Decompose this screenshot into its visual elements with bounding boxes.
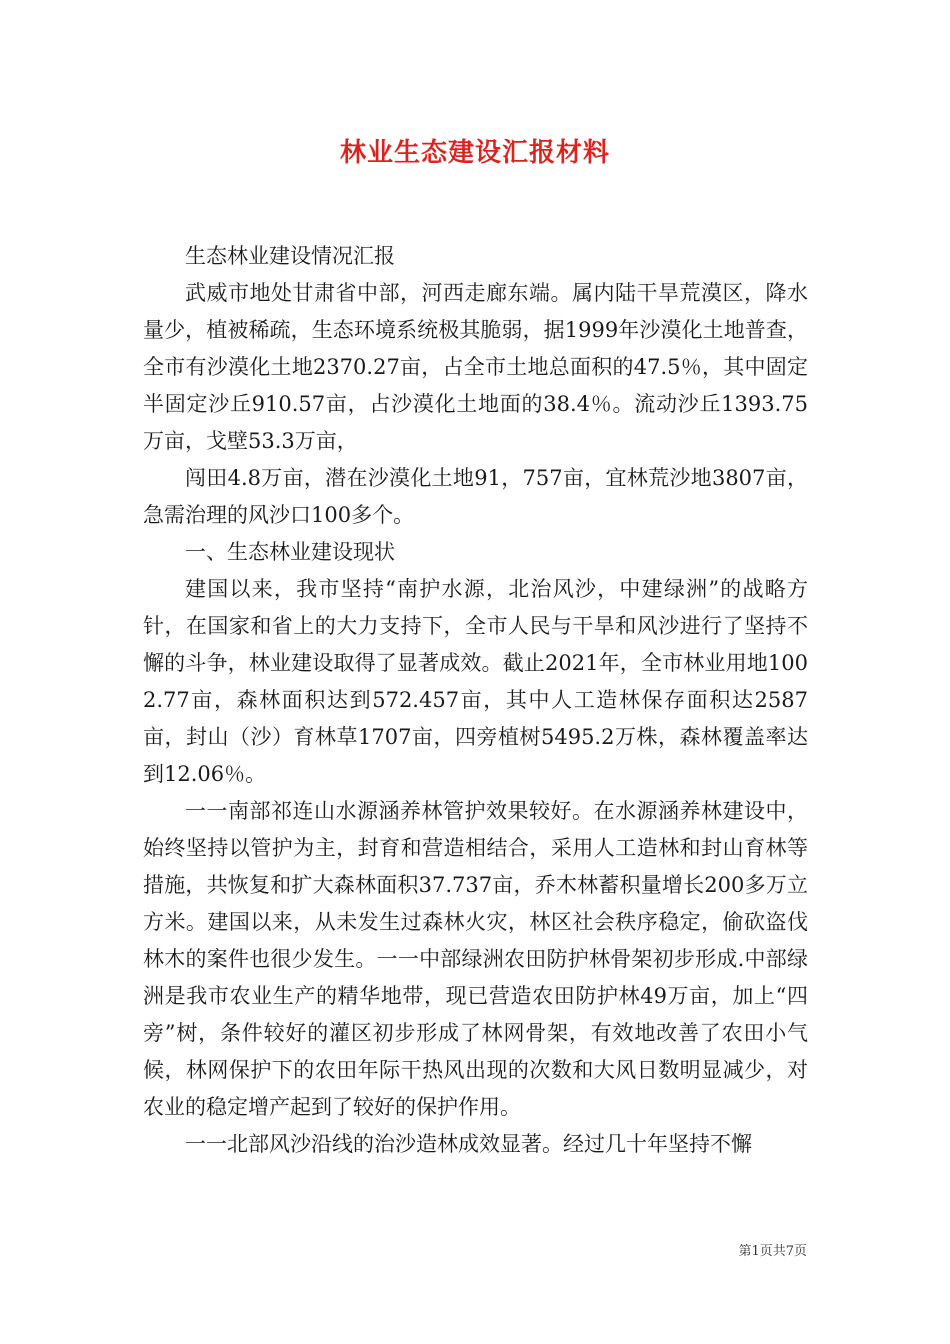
paragraph-land-stats: 闯田4.8万亩，潜在沙漠化土地91，757亩，宜林荒沙地3807亩，急需治理的风沙口100多个。	[143, 466, 808, 527]
paragraph-north-sand: 一一北部风沙沿线的治沙造林成效显著。经过几十年坚持不懈	[185, 1132, 752, 1156]
document-body	[143, 238, 808, 1163]
paragraph-subtitle: 生态林业建设情况汇报	[185, 244, 395, 268]
section-heading-current-status: 一、生态林业建设现状	[185, 540, 395, 564]
page-number: 第1页共7页	[738, 1244, 807, 1259]
paragraph-south-north: 一一南部祁连山水源涵养林管护效果较好。在水源涵养林建设中，始终坚持以管护为主，封育和营造相结合，采用人工造林和封山育林等措施，共恢复和扩大森林面积37.737亩，乔木林蓄积量增长200多万立方米。建国以来，从未发生过森林火灾，林区社会秩序稳定，偷砍盗伐林木的案件也很少发生。一一中部绿洲农田防护林骨架初步形成.中部绿洲是我市农业生产的精华地带，现已营造农田防护林49万亩，加上“四旁”树，条件较好的灌区初步形成了林网骨架，有效地改善了农田小气候，林网保护下的农田年际干热风出现的次数和大风日数明显减少，对农业的稳定增产起到了较好的保护作用。	[143, 799, 808, 1119]
paragraph-overview: 武威市地处甘肃省中部，河西走廊东端。属内陆干旱荒漠区，降水量少，植被稀疏，生态环境系统极其脆弱，据1999年沙漠化土地普查，全市有沙漠化土地2370.27亩，占全市土地总面积的47.5％，其中固定半固定沙丘910.57亩，占沙漠化土地面的38.4％。流动沙丘1393.75万亩，戈壁53.3万亩，	[143, 281, 808, 453]
document-title: 林业生态建设汇报材料	[339, 138, 610, 168]
paragraph-achievements: 建国以来，我市坚持“南护水源，北治风沙，中建绿洲”的战略方针，在国家和省上的大力支持下，全市人民与干旱和风沙进行了坚持不懈的斗争，林业建设取得了显著成效。截止2021年，全市林业用地1002.77亩，森林面积达到572.457亩，其中人工造林保存面积达2587亩，封山（沙）育林草1707亩，四旁植树5495.2万株，森林覆盖率达到12.06％。	[143, 577, 808, 786]
